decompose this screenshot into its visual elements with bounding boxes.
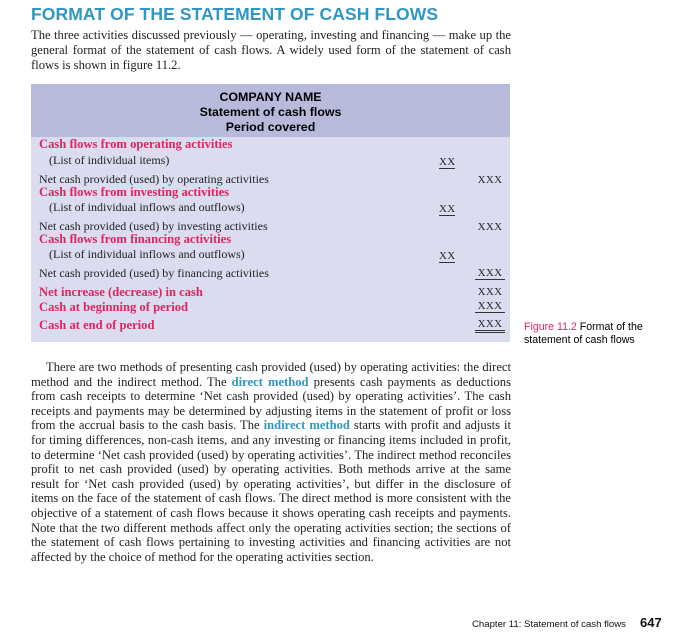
- statement-name: Statement of cash flows: [199, 105, 342, 119]
- cash-end-label: Cash at end of period: [39, 318, 155, 332]
- figure-caption: [524, 321, 664, 346]
- methods-text-3: starts with profit and adjusts it for timing differences, non-cash items, and any investing or financing items included in profit, to determine ‘Net cash provided (used) by operating activities’. The indirect method reconciles profit to net cash provided (used) by operating activities. Both methods arrive at the same result for ‘Net cash provided (used) by operating activities’, but differ in the disclosure of items on the face of the statement of cash flows. The direct method is more consistent with the objective of a statement of cash flows because it shows operating cash receipts and payments. Note that the two different methods affect only the operating activities section; the sections of the statement of cash flows pertaining to investing activities and financing activities are not affected by the choice of method for the operating activities section.: [31, 418, 511, 564]
- operating-items-amount: XX: [439, 156, 456, 168]
- net-financing-label: Net cash provided (used) by financing activities: [39, 266, 269, 280]
- net-increase-amount: XXX: [477, 286, 503, 298]
- net-operating-amount: XXX: [477, 174, 503, 186]
- chapter-footer: Chapter 11: Statement of cash flows: [472, 619, 626, 630]
- term-direct-method: direct method: [231, 374, 309, 389]
- net-increase-label: Net increase (decrease) in cash: [39, 285, 203, 299]
- net-operating-label: Net cash provided (used) by operating activities: [39, 172, 269, 186]
- period-covered: Period covered: [225, 120, 316, 134]
- methods-text-2: presents cash payments as deductions from cash receipts to determine ‘Net cash provided (used) by operating activities’. The cash receipts and payments may be determined by adjusting items in the statement of profit or loss from the accrual basis to the cash basis. The: [31, 374, 511, 433]
- cash-beginning-amount: XXX: [475, 300, 505, 313]
- financing-activities-heading: Cash flows from financing activities: [39, 232, 232, 246]
- financing-items-amount: XX: [439, 250, 456, 262]
- figure-caption-text: Format of the statement of cash flows: [524, 321, 643, 346]
- cash-flow-statement-figure: [31, 84, 510, 342]
- figure-header: [31, 84, 510, 137]
- company-name: COMPANY NAME: [219, 90, 322, 104]
- cash-end-amount: XXX: [475, 318, 505, 333]
- cash-beginning-label: Cash at beginning of period: [39, 300, 189, 314]
- methods-paragraph: [31, 360, 511, 564]
- term-indirect-method: indirect method: [263, 418, 350, 433]
- intro-paragraph: The three activities discussed previously — operating, investing and financing — make up the general format of the statement of cash flows. A widely used form of the statement of cash flows is shown in figure 11.2.: [31, 28, 511, 72]
- section-title: FORMAT OF THE STATEMENT OF CASH FLOWS: [31, 4, 439, 24]
- operating-activities-heading: Cash flows from operating activities: [39, 137, 233, 151]
- investing-items-amount: XX: [439, 203, 456, 215]
- operating-items-label: (List of individual items): [49, 153, 170, 167]
- financing-items-label: (List of individual inflows and outflows): [49, 247, 245, 261]
- page-number: 647: [640, 615, 662, 630]
- investing-activities-heading: Cash flows from investing activities: [39, 185, 230, 199]
- net-investing-label: Net cash provided (used) by investing activities: [39, 219, 268, 233]
- methods-text-1: There are two methods of presenting cash provided (used) by operating activities: the direct method and the indirect method. The: [31, 360, 511, 389]
- figure-caption-label: Figure 11.2: [524, 321, 577, 333]
- net-investing-amount: XXX: [477, 221, 503, 233]
- investing-items-label: (List of individual inflows and outflows): [49, 200, 245, 214]
- net-financing-amount: XXX: [475, 267, 505, 280]
